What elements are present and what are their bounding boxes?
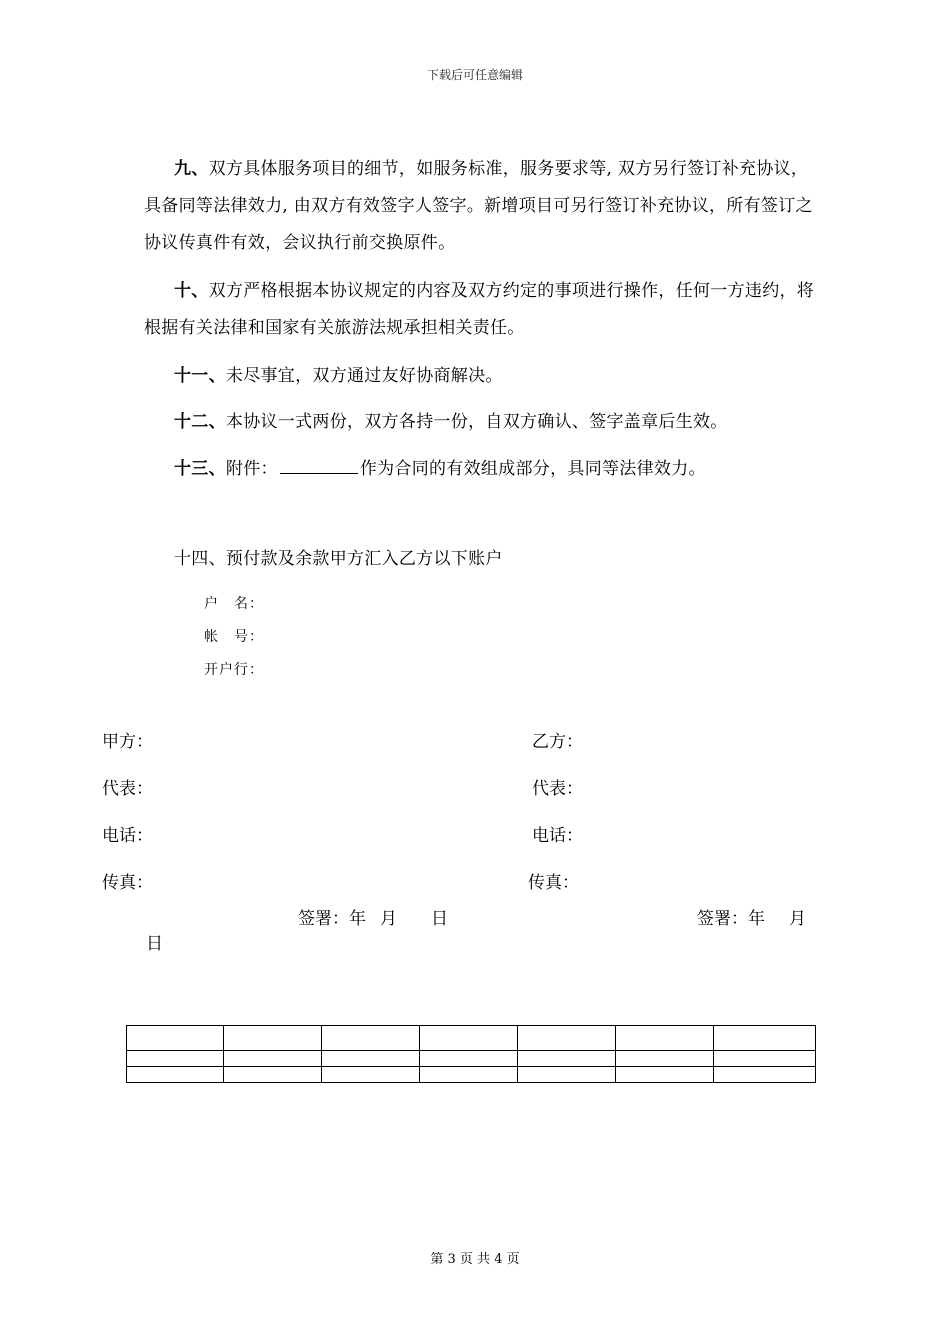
clause-14: [144, 541, 816, 578]
account-bank-label: 开户行：: [204, 662, 264, 678]
page-footer: 第 3 页 共 4 页: [430, 1252, 520, 1267]
sign-a-month: 月: [380, 909, 397, 929]
table-row: [127, 1051, 816, 1067]
empty-grid-table: [126, 1025, 816, 1083]
clause-9: [144, 151, 816, 262]
clause-14-text: 预付款及余款甲方汇入乙方以下账户: [225, 549, 503, 569]
table-row: [127, 1026, 816, 1051]
table-cell: [616, 1026, 714, 1051]
table-cell: [616, 1051, 714, 1067]
sign-b-month: 月: [789, 909, 806, 929]
table-cell: [518, 1067, 616, 1083]
table-row: [127, 1067, 816, 1083]
table-cell: [518, 1026, 616, 1051]
sign-b-label: 签署：: [697, 909, 748, 929]
account-name-label: 户 名：: [204, 596, 264, 612]
sign-a-day: 日: [431, 909, 448, 929]
sign-b-year: 年: [748, 909, 765, 929]
table-cell: [322, 1051, 420, 1067]
party-b-fax-label: 传真：: [528, 873, 579, 893]
account-number-label: 帐 号：: [204, 629, 264, 645]
table-cell: [518, 1051, 616, 1067]
table-cell: [224, 1051, 322, 1067]
table-cell: [420, 1067, 518, 1083]
table-cell: [714, 1067, 816, 1083]
clause-11-text: 未尽事宜，双方通过友好协商解决。: [225, 366, 503, 386]
clause-13-number: 十三、: [174, 459, 226, 479]
clause-10: [144, 273, 816, 347]
party-a-rep-label: 代表：: [102, 779, 153, 799]
party-a-label: 甲方：: [102, 732, 153, 752]
clause-11-number: 十一、: [174, 366, 226, 386]
table-cell: [127, 1051, 224, 1067]
party-b-phone-label: 电话：: [532, 826, 583, 846]
party-b-sign-date: [697, 904, 806, 929]
clause-13-text: 作为合同的有效组成部分，具同等法律效力。: [359, 459, 706, 479]
table-cell: [322, 1067, 420, 1083]
clause-10-number: 十、: [174, 281, 209, 301]
page-header: 下载后可任意编辑: [426, 68, 523, 82]
table-cell: [224, 1067, 322, 1083]
sign-a-year: 年: [349, 909, 366, 929]
party-a-phone-label: 电话：: [102, 826, 153, 846]
clause-11: [144, 358, 816, 395]
clause-12-text: 本协议一式两份，双方各持一份，自双方确认、签字盖章后生效。: [225, 412, 728, 432]
table-cell: [127, 1026, 224, 1051]
table-cell: [714, 1051, 816, 1067]
clause-13-label: 附件：: [225, 459, 278, 479]
sign-a-label: 签署：: [298, 909, 349, 929]
table-cell: [322, 1026, 420, 1051]
table-cell: [714, 1026, 816, 1051]
party-b-sign-day: 日: [146, 934, 163, 954]
clause-13: [144, 451, 816, 488]
party-a-fax-label: 传真：: [102, 873, 153, 893]
party-b-label: 乙方：: [532, 732, 583, 752]
clause-12-number: 十二、: [174, 412, 226, 432]
table-cell: [224, 1026, 322, 1051]
clause-10-text: 双方严格根据本协议规定的内容及双方约定的事项进行操作，任何一方违约，将根据有关法律和国家有关旅游法规承担相关责任。: [144, 281, 815, 338]
clause-14-number: 十四、: [174, 549, 226, 569]
party-a-sign-date: [298, 904, 448, 929]
attachment-blank-line: [280, 472, 358, 474]
table-cell: [420, 1051, 518, 1067]
party-b-rep-label: 代表：: [532, 779, 583, 799]
table-cell: [616, 1067, 714, 1083]
table-cell: [420, 1026, 518, 1051]
table-cell: [127, 1067, 224, 1083]
clause-12: [144, 404, 816, 441]
clause-9-number: 九、: [174, 159, 209, 179]
clause-9-text: 双方具体服务项目的细节，如服务标准，服务要求等, 双方另行签订补充协议，具备同等法律效力, 由双方有效签字人签字。新增项目可另行签订补充协议，所有签订之协议传真件有效，会议执行前交换原件。: [144, 159, 813, 253]
